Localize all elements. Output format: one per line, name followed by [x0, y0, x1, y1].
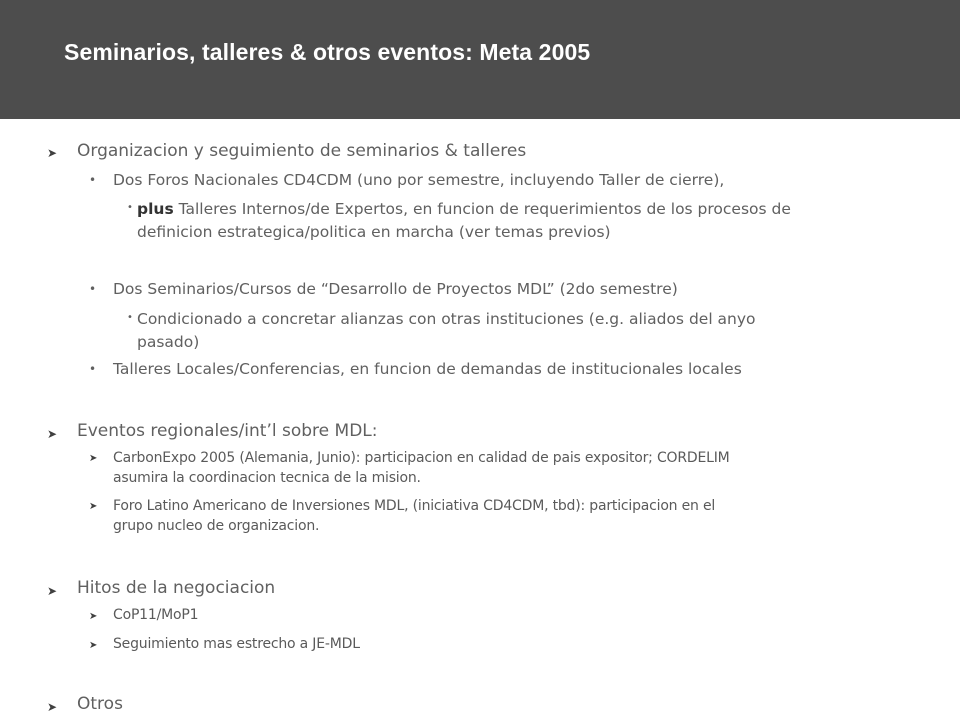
bullet-level2: Seguimiento mas estrecho a JE-MDL: [113, 636, 360, 652]
arrow-bullet-icon: ➤: [47, 427, 58, 441]
arrow-bullet-icon: ➤: [89, 453, 98, 464]
bullet-level3: [137, 200, 791, 218]
bullet-level1: Otros: [77, 694, 123, 714]
bullet-level3-continuation: pasado): [137, 333, 200, 351]
bullet-level1: Eventos regionales/int’l sobre MDL:: [77, 421, 378, 441]
bullet-level1: Hitos de la negociacion: [77, 578, 276, 598]
bullet-level2: CarbonExpo 2005 (Alemania, Junio): participacion en calidad de pais expositor; CORDELIM: [113, 450, 730, 466]
slide-title: Seminarios, talleres & otros eventos: Meta 2005: [64, 39, 591, 65]
bullet-level2: Dos Foros Nacionales CD4CDM (uno por semestre, incluyendo Taller de cierre),: [113, 171, 725, 189]
dot-bullet-icon: •: [89, 282, 97, 296]
bullet-level2: Dos Seminarios/Cursos de “Desarrollo de Proyectos MDL” (2do semestre): [113, 280, 678, 298]
dot-bullet-icon: •: [89, 173, 97, 187]
arrow-bullet-icon: ➤: [89, 640, 98, 651]
bullet-level2: Foro Latino Americano de Inversiones MDL, (iniciativa CD4CDM, tbd): participacion en el: [113, 498, 716, 514]
arrow-bullet-icon: ➤: [47, 584, 58, 598]
dot-bullet-icon: •: [127, 202, 133, 213]
title-bar: [0, 0, 960, 119]
bullet-level2-continuation: grupo nucleo de organizacion.: [113, 518, 320, 534]
arrow-bullet-icon: ➤: [89, 501, 98, 512]
arrow-bullet-icon: ➤: [47, 146, 58, 160]
bullet-level2: CoP11/MoP1: [113, 607, 199, 623]
bullet-level3: Condicionado a concretar alianzas con otras instituciones (e.g. aliados del anyo: [137, 310, 756, 328]
bullet-level2-continuation: asumira la coordinacion tecnica de la mision.: [113, 470, 421, 486]
arrow-bullet-icon: ➤: [47, 700, 58, 714]
dot-bullet-icon: •: [89, 362, 97, 376]
bullet-text: Talleres Internos/de Expertos, en funcion de requerimientos de los procesos de: [173, 200, 791, 218]
bullet-level1: Organizacion y seguimiento de seminarios & talleres: [77, 141, 527, 161]
bullet-level2: Talleres Locales/Conferencias, en funcion de demandas de institucionales locales: [113, 360, 742, 378]
bullet-level3-continuation: definicion estrategica/politica en marcha (ver temas previos): [137, 223, 611, 241]
dot-bullet-icon: •: [127, 312, 133, 323]
bold-text: plus: [137, 200, 174, 218]
arrow-bullet-icon: ➤: [89, 611, 98, 622]
